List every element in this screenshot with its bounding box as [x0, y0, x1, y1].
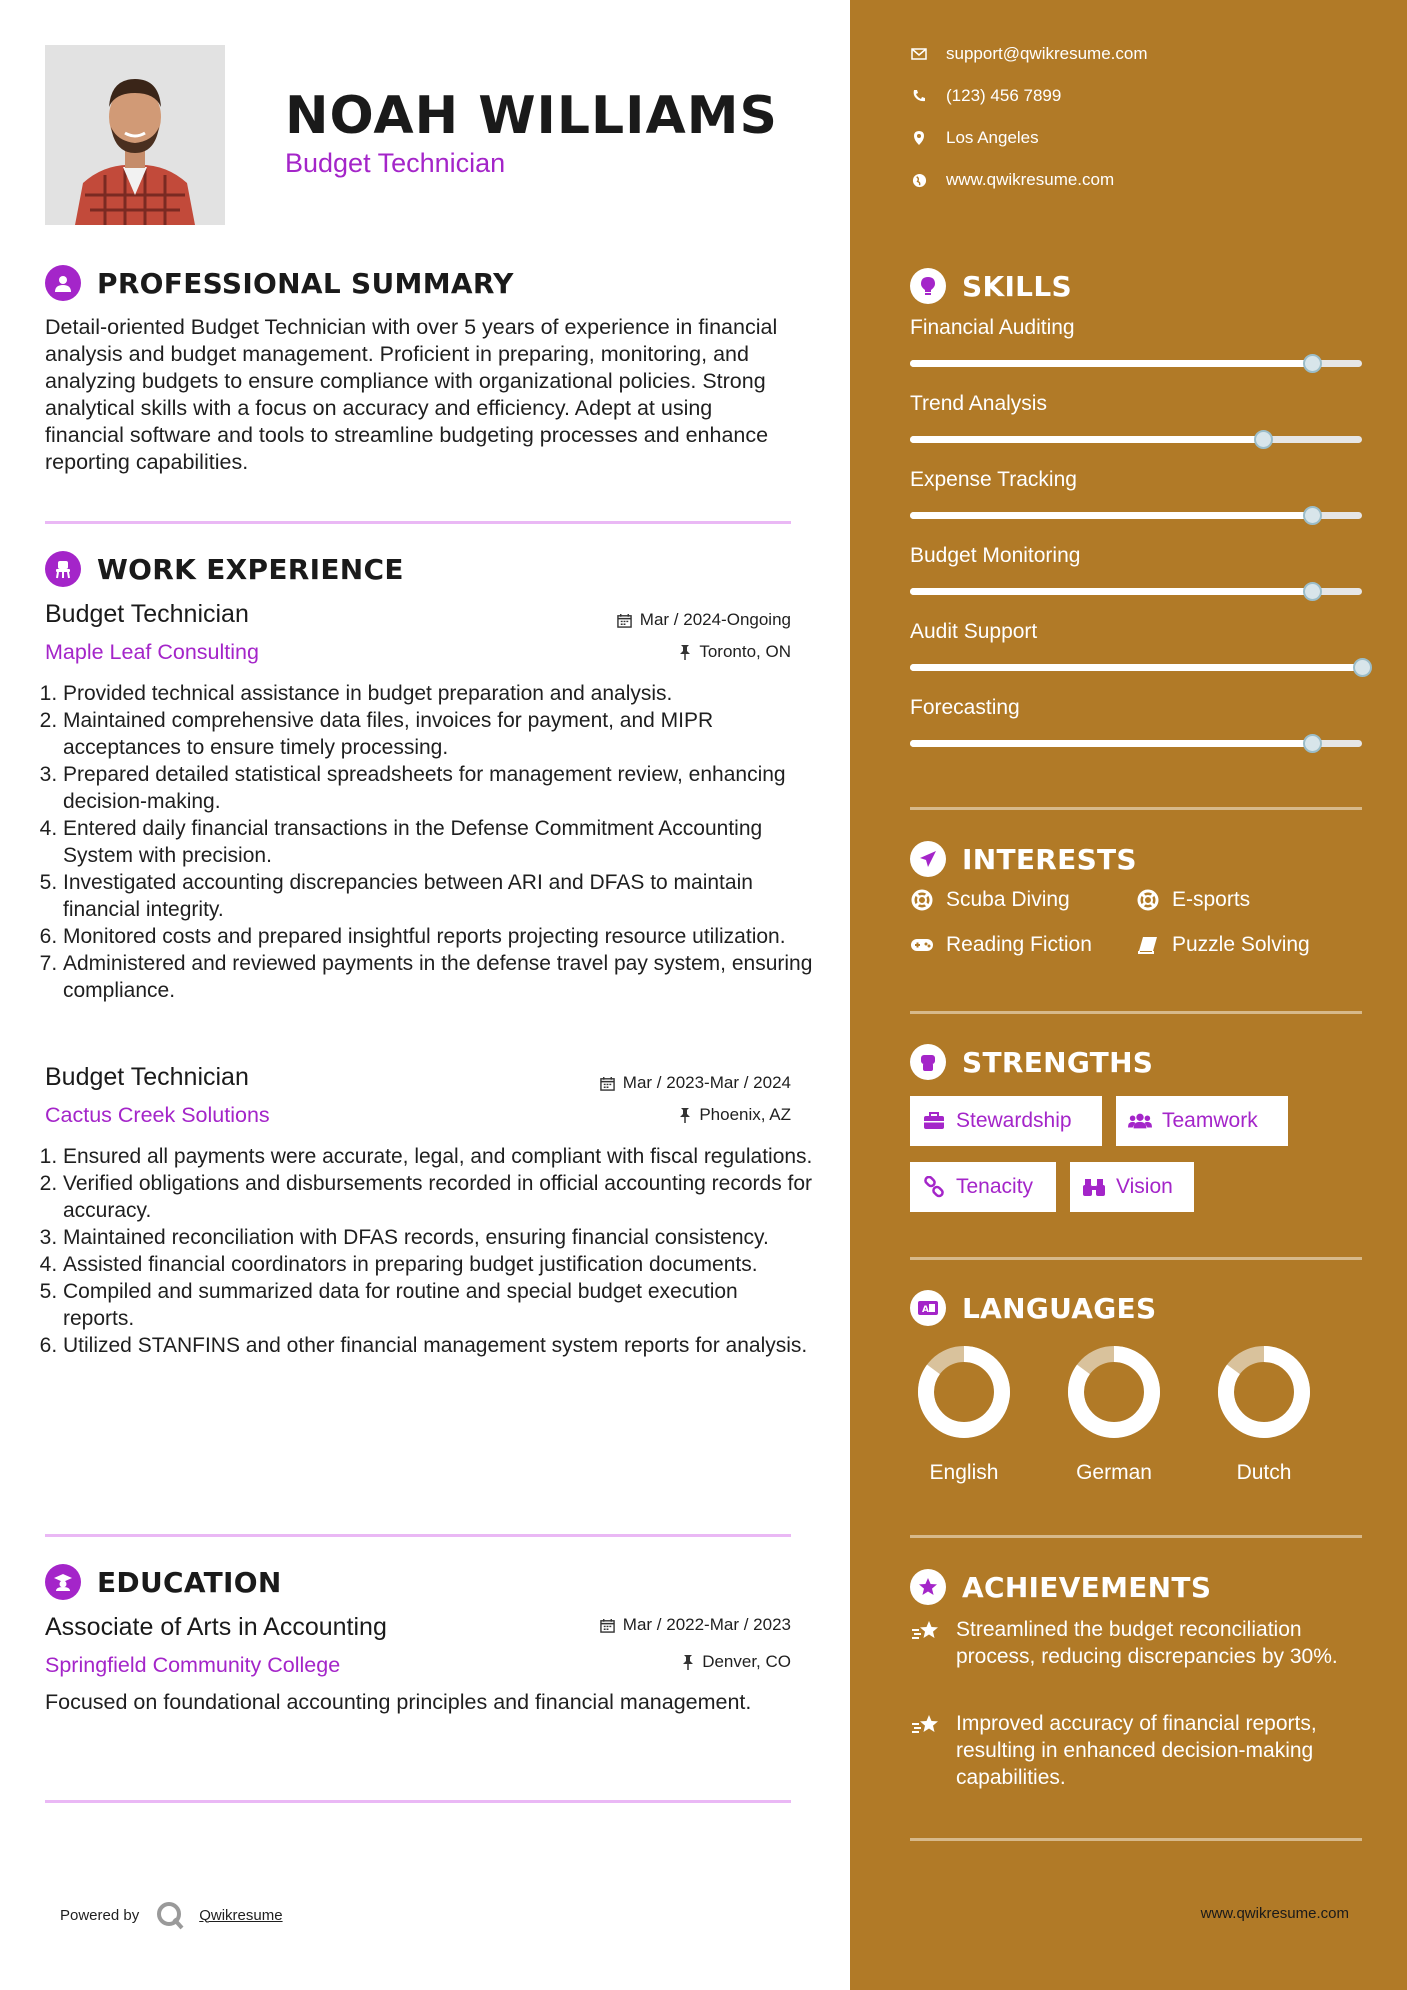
user-icon [45, 265, 81, 301]
language-item [1054, 1342, 1174, 1485]
summary-heading [45, 265, 514, 301]
skill-label: Forecasting [910, 696, 1020, 719]
job-location-text: Phoenix, AZ [699, 1105, 791, 1124]
job-dates [617, 610, 791, 630]
divider [910, 1011, 1362, 1014]
summary-title: PROFESSIONAL SUMMARY [97, 266, 514, 300]
school: Springfield Community College [45, 1653, 341, 1677]
job-dates-text: Mar / 2023-Mar / 2024 [622, 1073, 791, 1092]
list-item: 5. Compiled and summarized data for routine and special budget execution reports. [63, 1278, 813, 1332]
skills-heading [910, 268, 1072, 304]
divider [45, 521, 791, 524]
language-ring [1214, 1342, 1314, 1442]
contact-email-text[interactable]: support@qwikresume.com [946, 44, 1148, 63]
skill-bar-fill [910, 360, 1312, 367]
candidate-title: Budget Technician [285, 148, 506, 178]
skill-bar-fill [910, 740, 1312, 747]
users-icon [1128, 1109, 1152, 1133]
list-item: 3. Maintained reconciliation with DFAS records, ensuring financial consistency. [63, 1224, 813, 1251]
phone-icon [910, 87, 928, 105]
language-label: English [929, 1461, 999, 1484]
achievement-text: Improved accuracy of financial reports, resulting in enhanced decision-making capabilities. [956, 1712, 1317, 1789]
strength-chip [1070, 1162, 1194, 1212]
degree: Associate of Arts in Accounting [45, 1613, 387, 1641]
experience-title: WORK EXPERIENCE [97, 552, 404, 586]
list-item: 5. Investigated accounting discrepancies between ARI and DFAS to maintain financial integrity. [63, 869, 813, 923]
skill-bar-knob [1303, 506, 1322, 525]
globe-icon [910, 171, 928, 189]
list-item: 6. Monitored costs and prepared insightful reports projecting resource utilization. [63, 923, 813, 950]
achievement-item [910, 1616, 1370, 1670]
job-title: Budget Technician [45, 600, 249, 628]
list-item: 3. Prepared detailed statistical spreadsheets for management review, enhancing decision-making. [63, 761, 813, 815]
list-item: 4. Assisted financial coordinators in preparing budget justification documents. [63, 1251, 813, 1278]
binoculars-icon [1082, 1175, 1106, 1199]
language-ring [914, 1342, 1014, 1442]
strengths-title: STRENGTHS [962, 1045, 1154, 1079]
interests-heading [910, 841, 1137, 877]
skills-title: SKILLS [962, 269, 1072, 303]
interest-label: Reading Fiction [946, 933, 1092, 956]
skill-bar-fill [910, 512, 1312, 519]
translate-icon [910, 1290, 946, 1326]
skill-bar [910, 436, 1362, 443]
powered-by-label: Powered by [60, 1906, 140, 1924]
language-item [1204, 1342, 1324, 1485]
interest-item [910, 933, 1092, 957]
achievements-title: ACHIEVEMENTS [962, 1570, 1212, 1604]
summary-text: Detail-oriented Budget Technician with over 5 years of experience in financial analysis and budget management. Proficient in preparing, monitoring, and analyzing budgets to ensure compliance with organizational policies. Strong analytical skills with a focus on accuracy and efficiency. Adept at using financial software and tools to streamline budgeting processes and enhance reporting capabilities. [45, 315, 778, 474]
job-company: Maple Leaf Consulting [45, 640, 259, 664]
strength-label: Teamwork [1162, 1109, 1258, 1132]
job-dates-text: Mar / 2024-Ongoing [639, 610, 791, 629]
skill-bar-knob [1303, 734, 1322, 753]
chair-icon [45, 551, 81, 587]
contact-phone [910, 86, 1061, 106]
divider [910, 1257, 1362, 1260]
list-item: 2. Verified obligations and disbursements recorded in official accounting records for accuracy. [63, 1170, 813, 1224]
divider [910, 1535, 1362, 1538]
job-location-text: Toronto, ON [699, 642, 791, 661]
skill-label: Budget Monitoring [910, 544, 1081, 567]
interest-item [1136, 888, 1250, 912]
candidate-name: NOAH WILLIAMS [285, 86, 778, 146]
divider [45, 1800, 791, 1803]
education-title: EDUCATION [97, 1565, 282, 1599]
contact-location [910, 128, 1039, 148]
fist-icon [910, 1044, 946, 1080]
list-item: 2. Maintained comprehensive data files, invoices for payment, and MIPR acceptances to ensure timely processing. [63, 707, 813, 761]
list-item: 6. Utilized STANFINS and other financial management system reports for analysis. [63, 1332, 813, 1359]
skill-bar-fill [910, 588, 1312, 595]
link-icon [922, 1175, 946, 1199]
paper-plane-icon [910, 841, 946, 877]
education-text: Focused on foundational accounting principles and financial management. [45, 1690, 752, 1714]
skill-bar-knob [1303, 354, 1322, 373]
achievements-heading [910, 1569, 1211, 1605]
language-label: German [1076, 1461, 1152, 1484]
qwikresume-link[interactable]: Qwikresume [199, 1906, 283, 1924]
calendar-icon [600, 1618, 615, 1633]
languages-heading [910, 1290, 1156, 1326]
language-label: Dutch [1236, 1461, 1292, 1484]
education-heading [45, 1564, 282, 1600]
strength-chip [910, 1162, 1056, 1212]
strength-label: Stewardship [956, 1109, 1072, 1132]
contact-website-text[interactable]: www.qwikresume.com [946, 170, 1115, 189]
achievement-text: Streamlined the budget reconciliation process, reducing discrepancies by 30%. [956, 1618, 1338, 1668]
language-ring [1064, 1342, 1164, 1442]
languages-title: LANGUAGES [962, 1291, 1157, 1325]
contact-email [910, 44, 1148, 64]
book-icon [1136, 933, 1160, 957]
lightbulb-icon [910, 268, 946, 304]
lifebuoy-icon [1136, 888, 1160, 912]
job-dates [600, 1073, 791, 1093]
powered-by [60, 1900, 283, 1930]
skill-label: Financial Auditing [910, 316, 1075, 339]
education-dates-text: Mar / 2022-Mar / 2023 [622, 1615, 791, 1634]
achievement-item [910, 1710, 1370, 1791]
skill-bar-knob [1303, 582, 1322, 601]
skill-label: Expense Tracking [910, 468, 1077, 491]
calendar-icon [600, 1076, 615, 1091]
interest-label: E-sports [1172, 888, 1251, 911]
interest-label: Puzzle Solving [1172, 933, 1310, 956]
contact-location-text: Los Angeles [946, 128, 1039, 147]
shooting-star-icon [910, 1616, 942, 1650]
contact-website [910, 170, 1114, 190]
sidebar [850, 0, 1407, 1990]
skill-bar [910, 740, 1362, 747]
map-marker-icon [910, 129, 928, 147]
list-item: 7. Administered and reviewed payments in the defense travel pay system, ensuring compliance. [63, 950, 813, 1004]
language-item [904, 1342, 1024, 1485]
skill-bar [910, 512, 1362, 519]
pin-icon [682, 1654, 694, 1670]
interest-item [910, 888, 1070, 912]
strength-label: Vision [1116, 1175, 1173, 1198]
interest-label: Scuba Diving [946, 888, 1070, 911]
graduate-icon [45, 1564, 81, 1600]
calendar-icon [617, 613, 632, 628]
contact-phone-text: (123) 456 7899 [946, 86, 1062, 105]
education-location [682, 1652, 791, 1672]
divider [910, 807, 1362, 810]
education-location-text: Denver, CO [702, 1652, 791, 1671]
footer-url[interactable]: www.qwikresume.com [1200, 1905, 1349, 1922]
strength-label: Tenacity [956, 1175, 1034, 1198]
skill-label: Audit Support [910, 620, 1038, 643]
job-duties [45, 1143, 813, 1359]
skill-bar-knob [1254, 430, 1273, 449]
qwikresume-logo-icon [155, 1900, 185, 1930]
job-duties [45, 680, 813, 1004]
job-title: Budget Technician [45, 1063, 249, 1091]
strengths-heading [910, 1044, 1153, 1080]
strength-chip [1116, 1096, 1288, 1146]
list-item: 4. Entered daily financial transactions in the Defense Commitment Accounting System with precision. [63, 815, 813, 869]
strength-chip [910, 1096, 1102, 1146]
pin-icon [679, 644, 691, 660]
interests-title: INTERESTS [962, 842, 1137, 876]
skill-label: Trend Analysis [910, 392, 1047, 415]
skill-bar-fill [910, 436, 1263, 443]
divider [910, 1838, 1362, 1841]
svg-text:A: A [922, 1305, 929, 1315]
gamepad-icon [910, 933, 934, 957]
shooting-star-icon [910, 1710, 942, 1744]
pin-icon [679, 1107, 691, 1123]
job-company: Cactus Creek Solutions [45, 1103, 270, 1127]
experience-heading [45, 551, 404, 587]
list-item: 1. Ensured all payments were accurate, legal, and compliant with fiscal regulations. [63, 1143, 813, 1170]
profile-photo [45, 45, 225, 225]
interest-item [1136, 933, 1310, 957]
skill-bar [910, 588, 1362, 595]
skill-bar-knob [1353, 658, 1372, 677]
lifebuoy-icon [910, 888, 934, 912]
divider [45, 1534, 791, 1537]
education-dates [600, 1615, 791, 1635]
skill-bar [910, 664, 1362, 671]
job-location [679, 642, 791, 662]
star-icon [910, 1569, 946, 1605]
job-location [679, 1105, 791, 1125]
list-item: 1. Provided technical assistance in budget preparation and analysis. [63, 680, 813, 707]
skill-bar-fill [910, 664, 1362, 671]
briefcase-icon [922, 1109, 946, 1133]
envelope-icon [910, 45, 928, 63]
skill-bar [910, 360, 1362, 367]
